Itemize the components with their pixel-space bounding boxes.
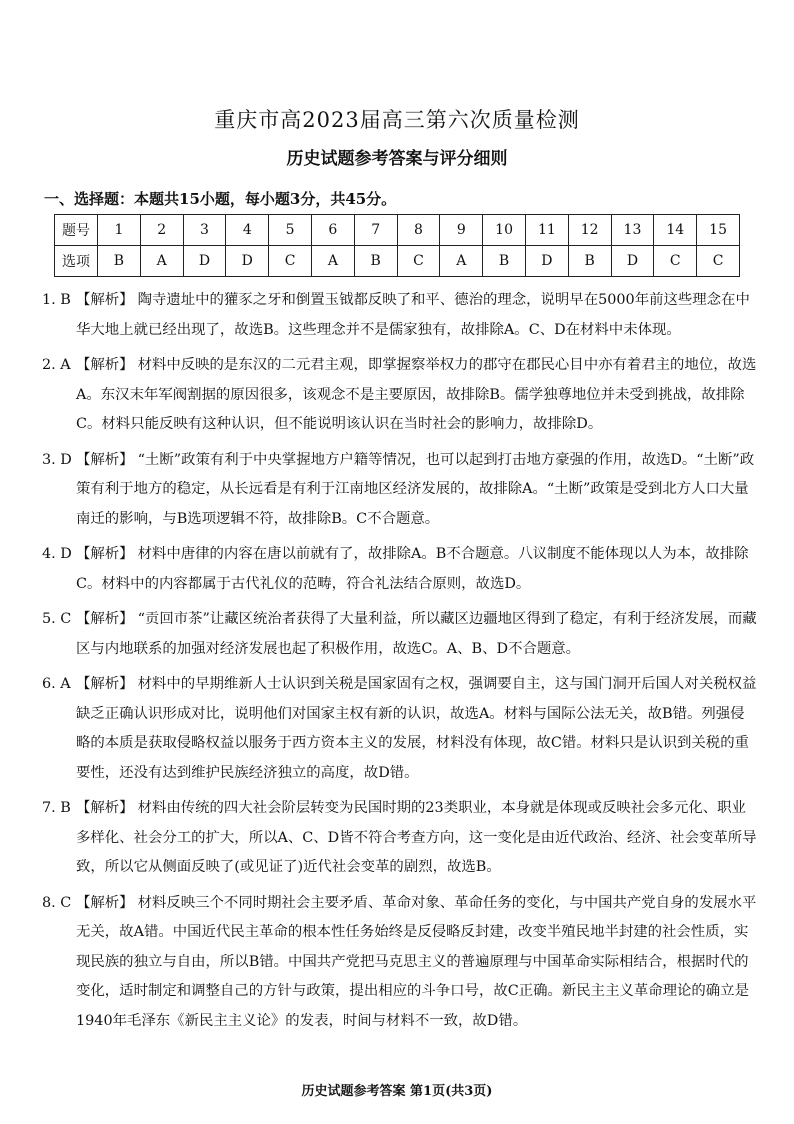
answer-choice-cell: B — [483, 246, 526, 277]
question-number-cell: 15 — [697, 215, 740, 246]
answer-table-number-row — [55, 215, 740, 246]
answer-table — [54, 214, 740, 277]
row-label-choice: 选项 — [55, 246, 98, 277]
section-heading: 一、选择题：本题共15小题，每小题3分，共45分。 — [44, 190, 397, 208]
question-number-cell: 3 — [183, 215, 226, 246]
question-number-cell: 5 — [269, 215, 312, 246]
question-number-cell: 4 — [226, 215, 269, 246]
answer-choice-cell: C — [697, 246, 740, 277]
analysis-tag: 【解析】 — [76, 800, 134, 816]
question-answer-label: 2. A — [42, 357, 71, 373]
answer-choice-cell: B — [354, 246, 397, 277]
analysis-tag: 【解析】 — [76, 611, 134, 627]
explanation-item — [42, 286, 758, 345]
answer-choice-cell: C — [654, 246, 697, 277]
answer-choice-cell: A — [311, 246, 354, 277]
explanation-item — [42, 446, 758, 535]
question-number-cell: 12 — [568, 215, 611, 246]
answer-choice-cell: D — [611, 246, 654, 277]
explanation-item — [42, 670, 758, 788]
analysis-tag: 【解析】 — [76, 292, 134, 308]
answer-choice-cell: C — [269, 246, 312, 277]
analysis-tag: 【解析】 — [76, 894, 134, 911]
answer-choice-cell: D — [525, 246, 568, 277]
question-number-cell: 6 — [311, 215, 354, 246]
question-number-cell: 14 — [654, 215, 697, 246]
question-answer-label: 7. B — [42, 800, 71, 816]
explanation-text: 材料中反映的是东汉的二元君主观，即掌握察举权力的郡守在郡民心目中亦有着君主的地位，故选A。东汉末年军阀割据的原因很多，该观念不是主要原因，故排除B。儒学独尊地位并未受到挑战，故排除C。材料只能反映有这种认识，但不能说明该认识在当时社会的影响力，故排除D。 — [76, 357, 757, 432]
question-answer-label: 4. D — [42, 546, 72, 562]
page-title: 重庆市高2023届高三第六次质量检测 — [214, 108, 580, 132]
explanation-text: 陶寺遗址中的獾豕之牙和倒置玉钺都反映了和平、德治的理念，说明早在5000年前这些理念在中华大地上就已经出现了，故选B。这些理念并不是儒家独有，故排除A。C、D在材料中未体现。 — [76, 292, 750, 338]
explanation-item — [42, 605, 758, 664]
question-number-cell: 7 — [354, 215, 397, 246]
analysis-tag: 【解析】 — [76, 451, 134, 468]
explanation-text: 材料中唐律的内容在唐以前就有了，故排除A。B不合题意。八议制度不能体现以人为本，故排除C。材料中的内容都属于古代礼仪的范畴，符合礼法结合原则，故选D。 — [76, 546, 749, 592]
explanation-text: “贡回市茶”让藏区统治者获得了大量利益，所以藏区边疆地区得到了稳定，有利于经济发展，而藏区与内地联系的加强对经济发展也起了积极作用，故选C。A、B、D不合题意。 — [76, 611, 757, 657]
explanation-text: 材料由传统的四大社会阶层转变为民国时期的23类职业，本身就是体现或反映社会多元化、职业多样化、社会分工的扩大，所以A、C、D皆不符合考查方向，这一变化是由近代政治、经济、社会变革所导致，所以它从侧面反映了(或见证了)近代社会变革的剧烈，故选B。 — [76, 800, 757, 875]
explanation-list — [42, 286, 758, 1042]
explanation-item — [42, 889, 758, 1037]
answer-choice-cell: A — [140, 246, 183, 277]
explanation-item — [42, 540, 758, 599]
question-number-cell: 2 — [140, 215, 183, 246]
question-number-cell: 11 — [525, 215, 568, 246]
question-answer-label: 3. D — [42, 451, 72, 468]
explanation-item — [42, 351, 758, 440]
analysis-tag: 【解析】 — [76, 676, 134, 692]
answer-choice-cell: D — [183, 246, 226, 277]
answer-choice-cell: B — [98, 246, 141, 277]
explanation-text: “土断”政策有利于中央掌握地方户籍等情况，也可以起到打击地方豪强的作用，故选D。“土断”政策有利于地方的稳定，从长远看是有利于江南地区经济发展的，故排除A。“土断”政策是受到北方人口大量南迁的影响，与B选项逻辑不符，故排除B。C不合题意。 — [76, 451, 755, 527]
explanation-text: 材料中的早期维新人士认识到关税是国家固有之权，强调要自主，这与国门洞开后国人对关税权益缺乏正确认识形成对比，说明他们对国家主权有新的认识，故选A。材料与国际公法无关，故B错。列强侵略的本质是获取侵略权益以服务于西方资本主义的发展，材料没有体现，故C错。材料只是认识到关税的重要性，还没有达到维护民族经济独立的高度，故D错。 — [76, 676, 757, 781]
page-footer: 历史试题参考答案 第1页(共3页) — [301, 1084, 493, 1099]
question-answer-label: 8. C — [42, 894, 72, 911]
row-label-number: 题号 — [55, 215, 98, 246]
question-answer-label: 6. A — [42, 676, 71, 692]
answer-choice-cell: D — [226, 246, 269, 277]
question-number-cell: 9 — [440, 215, 483, 246]
answer-choice-cell: B — [568, 246, 611, 277]
page-subtitle: 历史试题参考答案与评分细则 — [286, 149, 508, 169]
answer-choice-cell: A — [440, 246, 483, 277]
answer-choice-cell: C — [397, 246, 440, 277]
answer-table-choice-row — [55, 246, 740, 277]
question-answer-label: 5. C — [42, 611, 72, 627]
analysis-tag: 【解析】 — [76, 546, 134, 562]
question-number-cell: 1 — [98, 215, 141, 246]
question-number-cell: 10 — [483, 215, 526, 246]
question-number-cell: 13 — [611, 215, 654, 246]
question-number-cell: 8 — [397, 215, 440, 246]
question-answer-label: 1. B — [42, 292, 71, 308]
explanation-text: 材料反映三个不同时期社会主要矛盾、革命对象、革命任务的变化，与中国共产党自身的发展水平无关，故A错。中国近代民主革命的根本性任务始终是反侵略反封建，改变半殖民地半封建的社会性质，实现民族的独立与自由，所以B错。中国共产党把马克思主义的普遍原理与中国革命实际相结合，根据时代的变化，适时制定和调整自己的方针与政策，提出相应的斗争口号，故C正确。新民主主义革命理论的确立是1940年毛泽东《新民主主义论》的发表，时间与材料不一致，故D错。 — [76, 894, 757, 1029]
explanation-item — [42, 794, 758, 883]
analysis-tag: 【解析】 — [76, 357, 134, 373]
